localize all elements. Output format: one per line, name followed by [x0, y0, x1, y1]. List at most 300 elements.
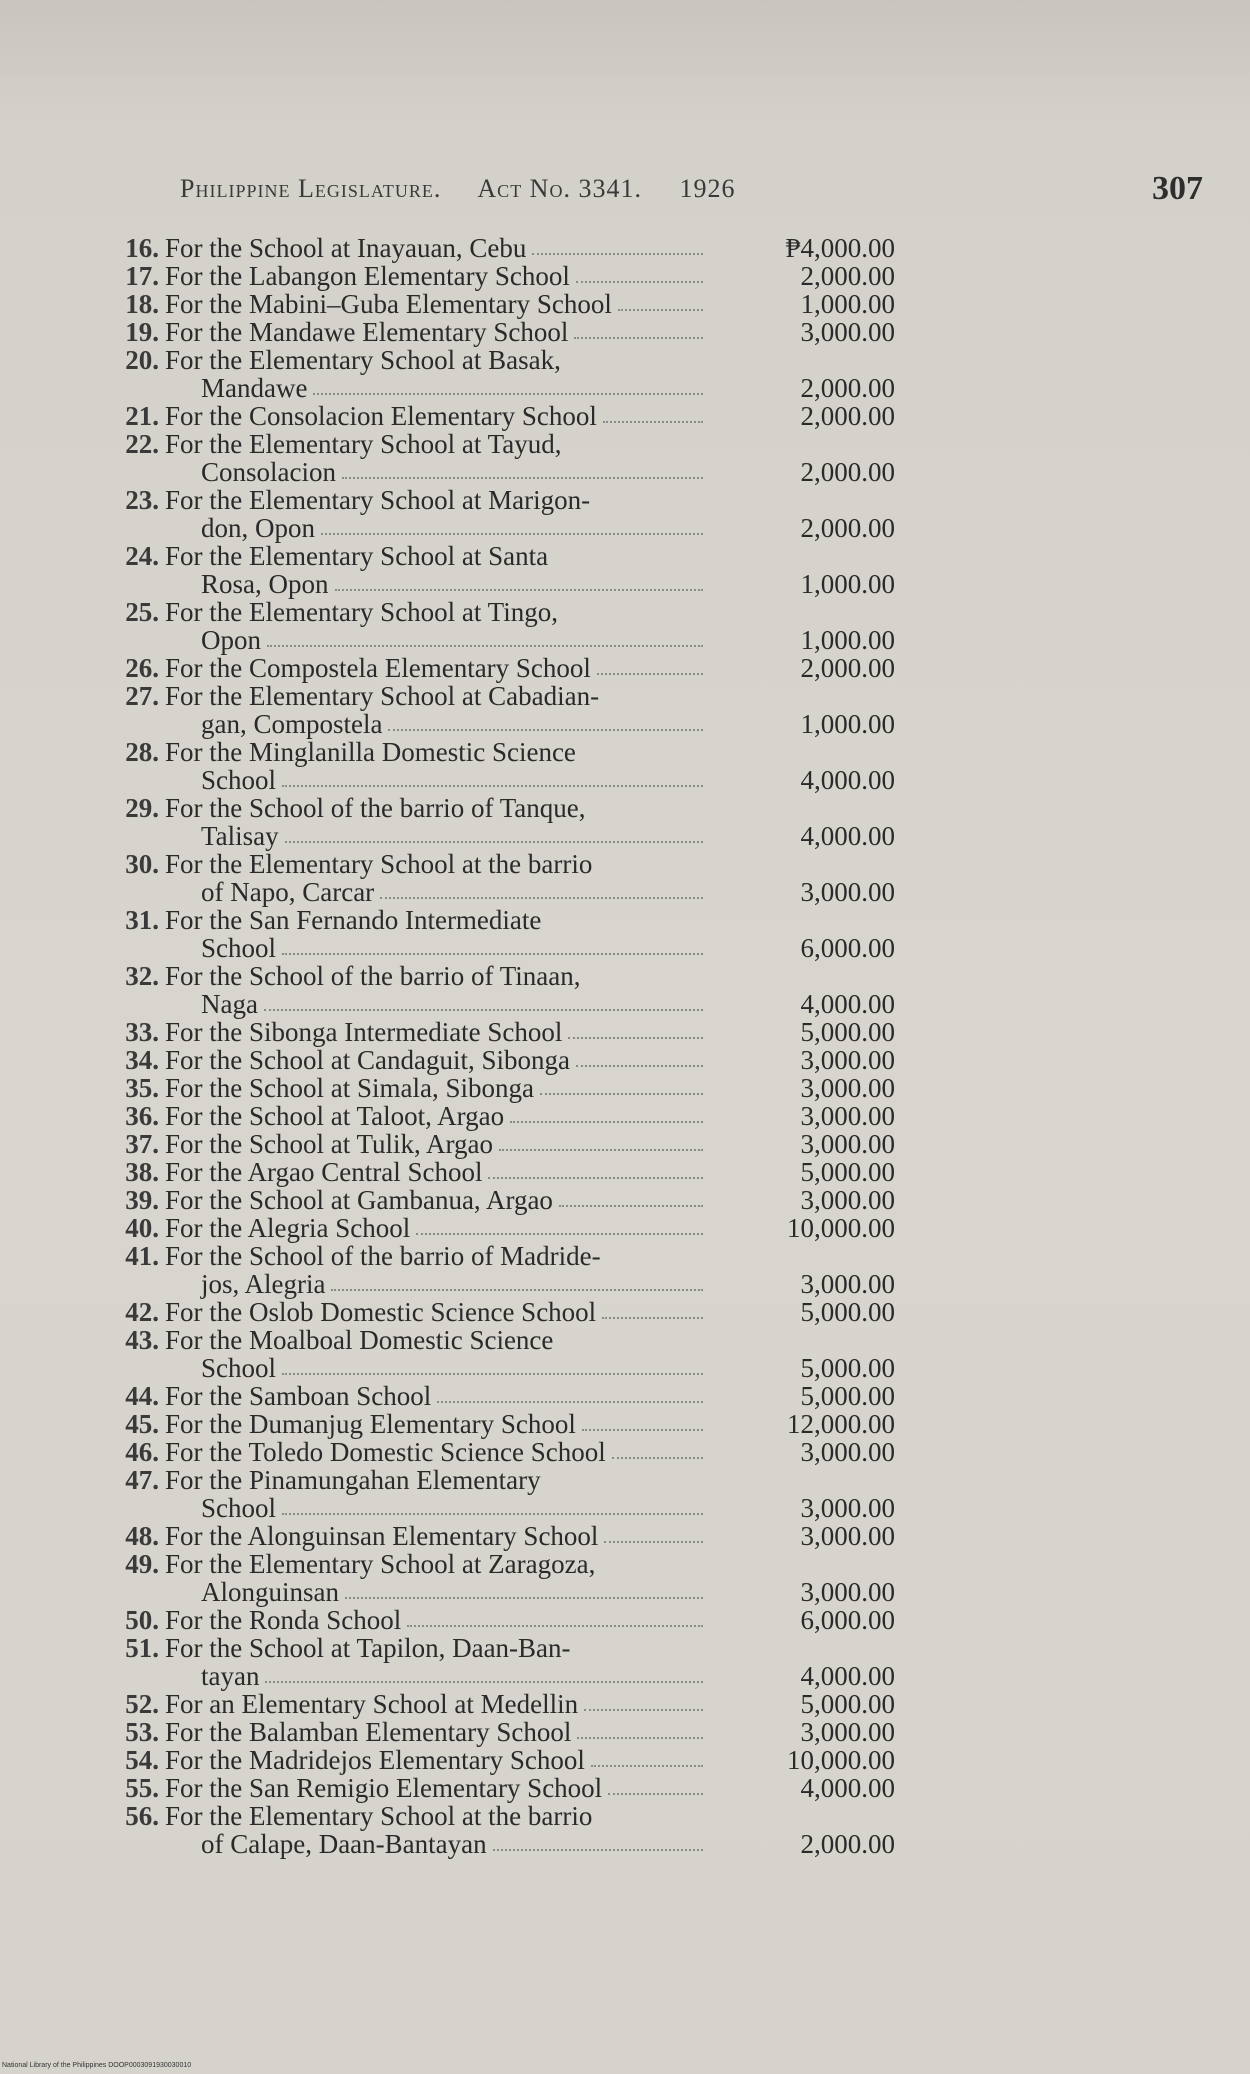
description-text: jos, Alegria	[201, 1269, 326, 1299]
description-line	[165, 1522, 705, 1550]
amount-cell	[705, 1746, 895, 1774]
item-number: 17.	[125, 261, 159, 291]
page-number: 307	[1152, 170, 1203, 207]
list-item	[105, 1326, 905, 1382]
item-number: 48.	[125, 1521, 159, 1551]
description-text: For the Minglanilla Domestic Science	[165, 737, 576, 767]
item-description	[165, 1186, 705, 1214]
list-item	[105, 738, 905, 794]
description-text: School	[201, 1493, 277, 1523]
list-item	[105, 1298, 905, 1326]
item-description	[165, 1606, 705, 1634]
item-number: 30.	[125, 849, 159, 879]
dot-leader	[335, 570, 704, 591]
dot-leader	[380, 878, 703, 899]
item-description	[165, 1746, 705, 1774]
amount-cell	[705, 1326, 895, 1382]
item-number: 26.	[125, 653, 159, 683]
item-description	[165, 430, 705, 486]
amount-cell	[705, 1774, 895, 1802]
amount-cell	[705, 906, 895, 962]
description-line	[165, 514, 705, 542]
description-line	[165, 1774, 705, 1802]
description-text: For the Argao Central School	[165, 1157, 483, 1187]
dot-leader	[559, 1186, 703, 1207]
description-text: of Calape, Daan-Bantayan	[201, 1829, 487, 1859]
list-item	[105, 1774, 905, 1802]
dot-leader	[540, 1074, 703, 1095]
description-line	[165, 766, 705, 794]
list-item	[105, 1214, 905, 1242]
dot-leader	[265, 1662, 703, 1683]
list-item	[105, 1746, 905, 1774]
description-line	[165, 346, 705, 374]
dot-leader	[574, 318, 703, 339]
item-description	[165, 1158, 705, 1186]
description-text: Consolacion	[201, 457, 336, 487]
description-text: tayan	[201, 1661, 260, 1691]
description-text: For the Oslob Domestic Science School	[165, 1297, 597, 1327]
description-line	[165, 1298, 705, 1326]
item-description	[165, 682, 705, 738]
item-description	[165, 262, 705, 290]
dot-leader	[612, 1438, 703, 1459]
description-line	[165, 1494, 705, 1522]
dot-leader	[499, 1130, 703, 1151]
list-item	[105, 1382, 905, 1410]
item-description	[165, 1242, 705, 1298]
description-text: For the School of the barrio of Madride-	[165, 1241, 601, 1271]
list-item	[105, 1438, 905, 1466]
amount-cell	[705, 542, 895, 598]
dot-leader	[584, 1690, 703, 1711]
dot-leader	[582, 1410, 703, 1431]
description-line	[165, 878, 705, 906]
description-text: For the Elementary School at Zaragoza,	[165, 1549, 596, 1579]
description-line	[165, 1634, 705, 1662]
description-line	[165, 934, 705, 962]
dot-leader	[608, 1774, 703, 1795]
description-text: For the School at Inayauan, Cebu	[165, 233, 527, 263]
amount-value: 3,000.00	[800, 1717, 895, 1747]
dot-leader	[342, 458, 703, 479]
amount-cell	[705, 1550, 895, 1606]
description-line	[165, 738, 705, 766]
amount-value: 2,000.00	[800, 261, 895, 291]
amount-value: 3,000.00	[800, 1493, 895, 1523]
dot-leader	[331, 1270, 703, 1291]
amount-cell	[705, 234, 895, 262]
dot-leader	[267, 626, 703, 647]
dot-leader	[493, 1830, 703, 1851]
dot-leader	[602, 1298, 703, 1319]
amount-value: 4,000.00	[800, 1773, 895, 1803]
amount-cell	[705, 1802, 895, 1858]
list-item	[105, 598, 905, 654]
description-text: For the Toledo Domestic Science School	[165, 1437, 606, 1467]
amount-cell	[705, 1718, 895, 1746]
item-description	[165, 1690, 705, 1718]
item-number: 21.	[125, 401, 159, 431]
list-item	[105, 402, 905, 430]
item-number: 50.	[125, 1605, 159, 1635]
description-text: Opon	[201, 625, 261, 655]
item-description	[165, 346, 705, 402]
amount-value: 6,000.00	[800, 933, 895, 963]
header-year: 1926	[679, 174, 736, 203]
item-number: 37.	[125, 1129, 159, 1159]
amount-value: 3,000.00	[800, 1185, 895, 1215]
dot-leader	[282, 934, 703, 955]
description-text: For the Labangon Elementary School	[165, 261, 570, 291]
item-number: 28.	[125, 737, 159, 767]
dot-leader	[285, 822, 703, 843]
item-number: 20.	[125, 345, 159, 375]
item-number: 43.	[125, 1325, 159, 1355]
amount-value: 2,000.00	[800, 653, 895, 683]
description-line	[165, 1438, 705, 1466]
item-number: 51.	[125, 1633, 159, 1663]
item-description	[165, 1382, 705, 1410]
description-text: of Napo, Carcar	[201, 877, 375, 907]
dot-leader	[532, 234, 703, 255]
amount-value: 3,000.00	[800, 1045, 895, 1075]
amount-cell	[705, 598, 895, 654]
item-number: 29.	[125, 793, 159, 823]
dot-leader	[345, 1578, 703, 1599]
amount-cell	[705, 1634, 895, 1690]
amount-value: 5,000.00	[800, 1157, 895, 1187]
item-number: 34.	[125, 1045, 159, 1075]
amount-value: 3,000.00	[800, 1101, 895, 1131]
amount-value: 5,000.00	[800, 1353, 895, 1383]
description-line	[165, 1326, 705, 1354]
amount-cell	[705, 1018, 895, 1046]
header-act: Act No. 3341.	[477, 174, 642, 203]
description-text: Talisay	[201, 821, 279, 851]
amount-value: 3,000.00	[800, 1073, 895, 1103]
amount-cell	[705, 962, 895, 1018]
item-description	[165, 1466, 705, 1522]
description-text: For the Samboan School	[165, 1381, 432, 1411]
description-line	[165, 906, 705, 934]
item-description	[165, 290, 705, 318]
description-line	[165, 962, 705, 990]
amount-cell	[705, 1606, 895, 1634]
item-number: 19.	[125, 317, 159, 347]
item-description	[165, 1718, 705, 1746]
description-text: For the School at Tapilon, Daan-Ban-	[165, 1633, 571, 1663]
amount-cell	[705, 1522, 895, 1550]
list-item	[105, 1634, 905, 1690]
item-number: 27.	[125, 681, 159, 711]
item-number: 45.	[125, 1409, 159, 1439]
description-text: School	[201, 933, 277, 963]
dot-leader	[313, 374, 703, 395]
description-text: For the Balamban Elementary School	[165, 1717, 572, 1747]
description-text: gan, Compostela	[201, 709, 383, 739]
description-text: For the Compostela Elementary School	[165, 653, 591, 683]
amount-value: 3,000.00	[800, 1437, 895, 1467]
list-item	[105, 1522, 905, 1550]
amount-value: 3,000.00	[800, 317, 895, 347]
amount-value: 3,000.00	[800, 1577, 895, 1607]
list-item	[105, 1186, 905, 1214]
amount-value: 5,000.00	[800, 1017, 895, 1047]
description-line	[165, 570, 705, 598]
item-number: 31.	[125, 905, 159, 935]
amount-cell	[705, 1102, 895, 1130]
item-description	[165, 542, 705, 598]
description-text: For the Sibonga Intermediate School	[165, 1017, 563, 1047]
amount-cell	[705, 1242, 895, 1298]
item-number: 24.	[125, 541, 159, 571]
dot-leader	[597, 654, 703, 675]
amount-cell	[705, 1186, 895, 1214]
amount-cell	[705, 1130, 895, 1158]
item-number: 36.	[125, 1101, 159, 1131]
dot-leader	[603, 402, 703, 423]
description-text: For an Elementary School at Medellin	[165, 1689, 579, 1719]
description-line	[165, 290, 705, 318]
description-text: School	[201, 1353, 277, 1383]
item-description	[165, 1298, 705, 1326]
item-number: 47.	[125, 1465, 159, 1495]
description-text: For the Madridejos Elementary School	[165, 1745, 585, 1775]
description-line	[165, 1242, 705, 1270]
description-text: For the Consolacion Elementary School	[165, 401, 597, 431]
list-item	[105, 1690, 905, 1718]
amount-cell	[705, 738, 895, 794]
list-item	[105, 1046, 905, 1074]
item-number: 44.	[125, 1381, 159, 1411]
item-description	[165, 962, 705, 1018]
list-item	[105, 290, 905, 318]
amount-cell	[705, 346, 895, 402]
list-item	[105, 682, 905, 738]
amount-value: 2,000.00	[800, 373, 895, 403]
description-line	[165, 1018, 705, 1046]
dot-leader	[407, 1606, 703, 1627]
item-description	[165, 1802, 705, 1858]
list-item	[105, 906, 905, 962]
item-description	[165, 1550, 705, 1606]
amount-cell	[705, 1298, 895, 1326]
amount-value: 3,000.00	[800, 1269, 895, 1299]
description-line	[165, 626, 705, 654]
list-item	[105, 430, 905, 486]
item-description	[165, 1046, 705, 1074]
amount-value: 2,000.00	[800, 1829, 895, 1859]
description-line	[165, 1606, 705, 1634]
item-number: 22.	[125, 429, 159, 459]
item-number: 40.	[125, 1213, 159, 1243]
description-line	[165, 850, 705, 878]
description-line	[165, 654, 705, 682]
dot-leader	[264, 990, 703, 1011]
item-number: 38.	[125, 1157, 159, 1187]
amount-value: 3,000.00	[800, 1521, 895, 1551]
item-number: 23.	[125, 485, 159, 515]
description-text: For the Pinamungahan Elementary	[165, 1465, 541, 1495]
item-number: 49.	[125, 1549, 159, 1579]
list-item	[105, 794, 905, 850]
description-line	[165, 1718, 705, 1746]
list-item	[105, 1102, 905, 1130]
item-description	[165, 1130, 705, 1158]
amount-value: 2,000.00	[800, 513, 895, 543]
description-text: For the School at Simala, Sibonga	[165, 1073, 534, 1103]
amount-value: 1,000.00	[800, 709, 895, 739]
amount-cell	[705, 1046, 895, 1074]
description-line	[165, 822, 705, 850]
description-text: For the School at Candaguit, Sibonga	[165, 1045, 570, 1075]
amount-value: 5,000.00	[800, 1297, 895, 1327]
list-item	[105, 1130, 905, 1158]
list-item	[105, 486, 905, 542]
amount-value: ₱4,000.00	[785, 233, 895, 263]
amount-cell	[705, 1410, 895, 1438]
dot-leader	[388, 710, 703, 731]
description-line	[165, 262, 705, 290]
description-line	[165, 318, 705, 346]
item-description	[165, 1102, 705, 1130]
amount-cell	[705, 1214, 895, 1242]
list-item	[105, 318, 905, 346]
item-description	[165, 850, 705, 906]
description-text: For the Mabini–Guba Elementary School	[165, 289, 612, 319]
description-line	[165, 1074, 705, 1102]
dot-leader	[282, 1354, 703, 1375]
dot-leader	[416, 1214, 703, 1235]
amount-cell	[705, 318, 895, 346]
description-line	[165, 794, 705, 822]
description-text: For the Alonguinsan Elementary School	[165, 1521, 599, 1551]
dot-leader	[576, 1046, 703, 1067]
amount-value: 4,000.00	[800, 1661, 895, 1691]
amount-value: 2,000.00	[800, 457, 895, 487]
description-text: don, Opon	[201, 513, 315, 543]
item-number: 55.	[125, 1773, 159, 1803]
footer-credit: National Library of the Philippines DOOP0003091930030010	[2, 2062, 192, 2069]
list-item	[105, 1718, 905, 1746]
amount-value: 5,000.00	[800, 1689, 895, 1719]
list-item	[105, 1074, 905, 1102]
dot-leader	[576, 262, 703, 283]
list-item	[105, 1410, 905, 1438]
item-description	[165, 1018, 705, 1046]
list-item	[105, 850, 905, 906]
description-line	[165, 374, 705, 402]
item-description	[165, 1774, 705, 1802]
description-text: For the School at Taloot, Argao	[165, 1101, 505, 1131]
item-number: 39.	[125, 1185, 159, 1215]
amount-value: 3,000.00	[800, 1129, 895, 1159]
amount-cell	[705, 1690, 895, 1718]
item-number: 46.	[125, 1437, 159, 1467]
item-description	[165, 906, 705, 962]
list-item	[105, 262, 905, 290]
amount-value: 4,000.00	[800, 989, 895, 1019]
description-line	[165, 1354, 705, 1382]
item-number: 56.	[125, 1801, 159, 1831]
description-text: Alonguinsan	[201, 1577, 339, 1607]
item-description	[165, 1214, 705, 1242]
amount-value: 1,000.00	[800, 569, 895, 599]
amount-value: 4,000.00	[800, 821, 895, 851]
dot-leader	[282, 1494, 703, 1515]
list-item	[105, 654, 905, 682]
description-line	[165, 1382, 705, 1410]
amount-cell	[705, 1158, 895, 1186]
item-number: 54.	[125, 1745, 159, 1775]
item-number: 53.	[125, 1717, 159, 1747]
description-line	[165, 1130, 705, 1158]
list-item	[105, 1158, 905, 1186]
description-line	[165, 1578, 705, 1606]
item-number: 35.	[125, 1073, 159, 1103]
list-item	[105, 542, 905, 598]
dot-leader	[510, 1102, 703, 1123]
item-number: 41.	[125, 1241, 159, 1271]
list-item	[105, 1606, 905, 1634]
amount-value: 4,000.00	[800, 765, 895, 795]
description-line	[165, 1410, 705, 1438]
description-text: Mandawe	[201, 373, 308, 403]
item-description	[165, 1410, 705, 1438]
amount-cell	[705, 794, 895, 850]
description-line	[165, 234, 705, 262]
item-number: 42.	[125, 1297, 159, 1327]
amount-value: 12,000.00	[787, 1409, 895, 1439]
description-text: For the Mandawe Elementary School	[165, 317, 569, 347]
description-text: For the Moalboal Domestic Science	[165, 1325, 554, 1355]
list-item	[105, 1466, 905, 1522]
description-text: For the School of the barrio of Tanque,	[165, 793, 586, 823]
description-text: For the School at Gambanua, Argao	[165, 1185, 553, 1215]
item-description	[165, 318, 705, 346]
description-line	[165, 1550, 705, 1578]
description-text: For the Elementary School at the barrio	[165, 1801, 593, 1831]
description-text: For the Elementary School at Cabadian-	[165, 681, 600, 711]
amount-value: 5,000.00	[800, 1381, 895, 1411]
description-text: For the Elementary School at Tingo,	[165, 597, 558, 627]
item-number: 18.	[125, 289, 159, 319]
dot-leader	[437, 1382, 703, 1403]
amount-cell	[705, 486, 895, 542]
list-item	[105, 234, 905, 262]
amount-cell	[705, 1382, 895, 1410]
item-description	[165, 1438, 705, 1466]
description-line	[165, 1466, 705, 1494]
description-line	[165, 682, 705, 710]
description-line	[165, 1746, 705, 1774]
list-item	[105, 1802, 905, 1858]
dot-leader	[282, 766, 703, 787]
dot-leader	[321, 514, 703, 535]
description-text: For the Alegria School	[165, 1213, 411, 1243]
amount-cell	[705, 850, 895, 906]
item-description	[165, 486, 705, 542]
description-line	[165, 1662, 705, 1690]
item-number: 32.	[125, 961, 159, 991]
description-line	[165, 486, 705, 514]
item-number: 33.	[125, 1017, 159, 1047]
description-line	[165, 458, 705, 486]
amount-cell	[705, 654, 895, 682]
list-item	[105, 962, 905, 1018]
amount-value: 6,000.00	[800, 1605, 895, 1635]
